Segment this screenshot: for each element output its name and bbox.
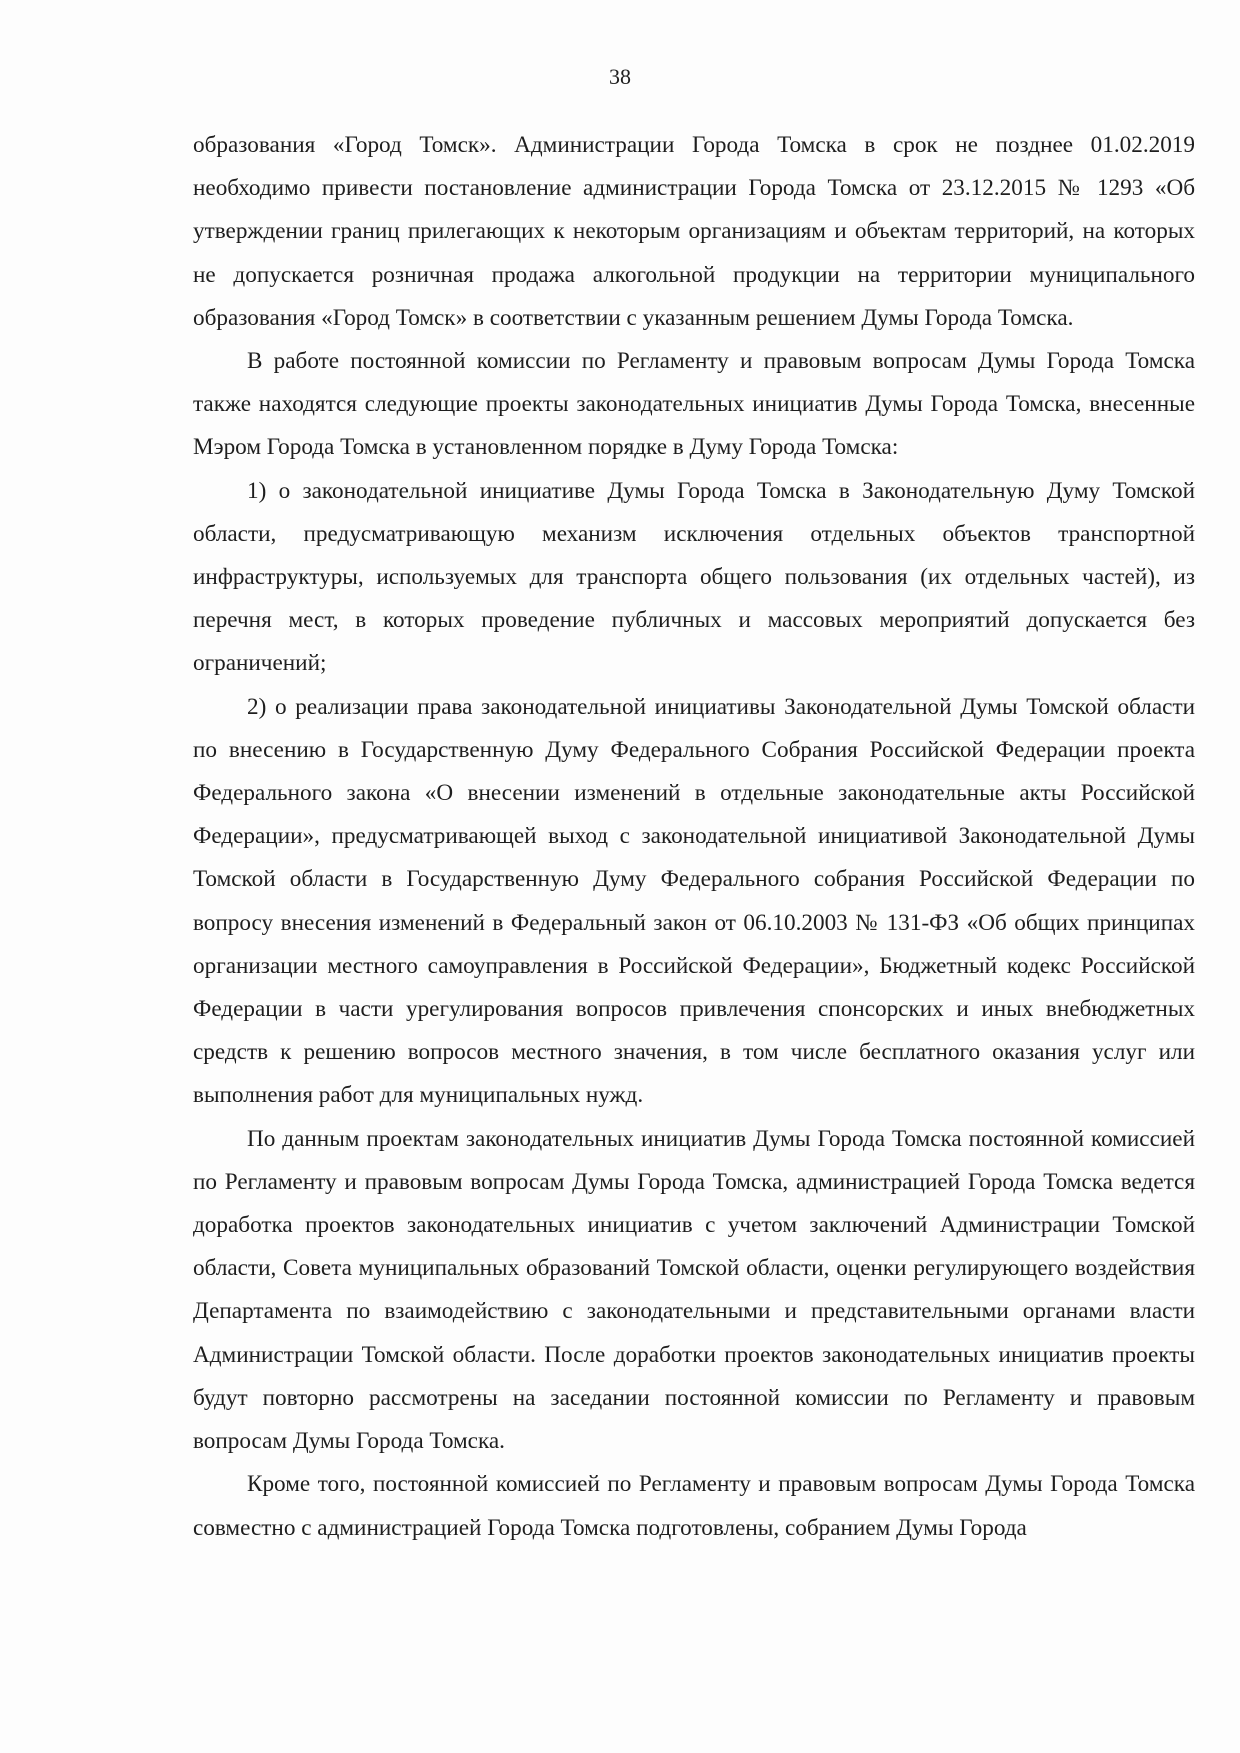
paragraph-additionally: Кроме того, постоянной комиссией по Регламенту и правовым вопросам Думы Города Томска совместно с администрацией Города Томска подготовлены, собранием Думы Города [193,1471,1195,1541]
paragraph-item-1: 1) о законодательной инициативе Думы Города Томска в Законодательную Думу Томской области, предусматривающую механизм исключения отдельных объектов транспортной инфраструктуры, используемых для транспорта общего пользования (их отдельных частей), из перечня мест, в которых проведение публичных и массовых мероприятий допускается без ограничений; [193,477,1195,677]
document-body [193,124,1195,1550]
page-number: 38 [609,64,631,89]
paragraph-commission-work: В работе постоянной комиссии по Регламенту и правовым вопросам Думы Города Томска также находятся следующие проекты законодательных инициатив Думы Города Томска, внесенные Мэром Города Томска в установленном порядке в Думу Города Томска: [193,348,1195,461]
paragraph-revision: По данным проектам законодательных инициатив Думы Города Томска постоянной комиссией по Регламенту и правовым вопросам Думы Города Томска, администрацией Города Томска ведется доработка проектов законодательных инициатив с учетом заключений Администрации Томской области, Совета муниципальных образований Томской области, оценки регулирующего воздействия Департамента по взаимодействию с законодательными и представительными органами власти Администрации Томской области. После доработки проектов законодательных инициатив проекты будут повторно рассмотрены на заседании постоянной комиссии по Регламенту и правовым вопросам Думы Города Томска. [193,1125,1195,1455]
paragraph-item-2: 2) о реализации права законодательной инициативы Законодательной Думы Томской области по внесению в Государственную Думу Федерального Собрания Российской Федерации проекта Федерального закона «О внесении изменений в отдельные законодательные акты Российской Федерации», предусматривающей выход с законодательной инициативой Законодательной Думы Томской области в Государственную Думу Федерального собрания Российской Федерации по вопросу внесения изменений в Федеральный закон от 06.10.2003 № 131-ФЗ «Об общих принципах организации местного самоуправления в Российской Федерации», Бюджетный кодекс Российской Федерации в части урегулирования вопросов привлечения спонсорских и иных внебюджетных средств к решению вопросов местного значения, в том числе бесплатного оказания услуг или выполнения работ для муниципальных нужд. [193,693,1195,1109]
paragraph-continuation: образования «Город Томск». Администрации Города Томска в срок не позднее 01.02.2019 необходимо привести постановление администрации Города Томска от 23.12.2015 № 1293 «Об утверждении границ прилегающих к некоторым организациям и объектам территорий, на которых не допускается розничная продажа алкогольной продукции на территории муниципального образования «Город Томск» в соответствии с указанным решением Думы Города Томска. [193,132,1195,331]
